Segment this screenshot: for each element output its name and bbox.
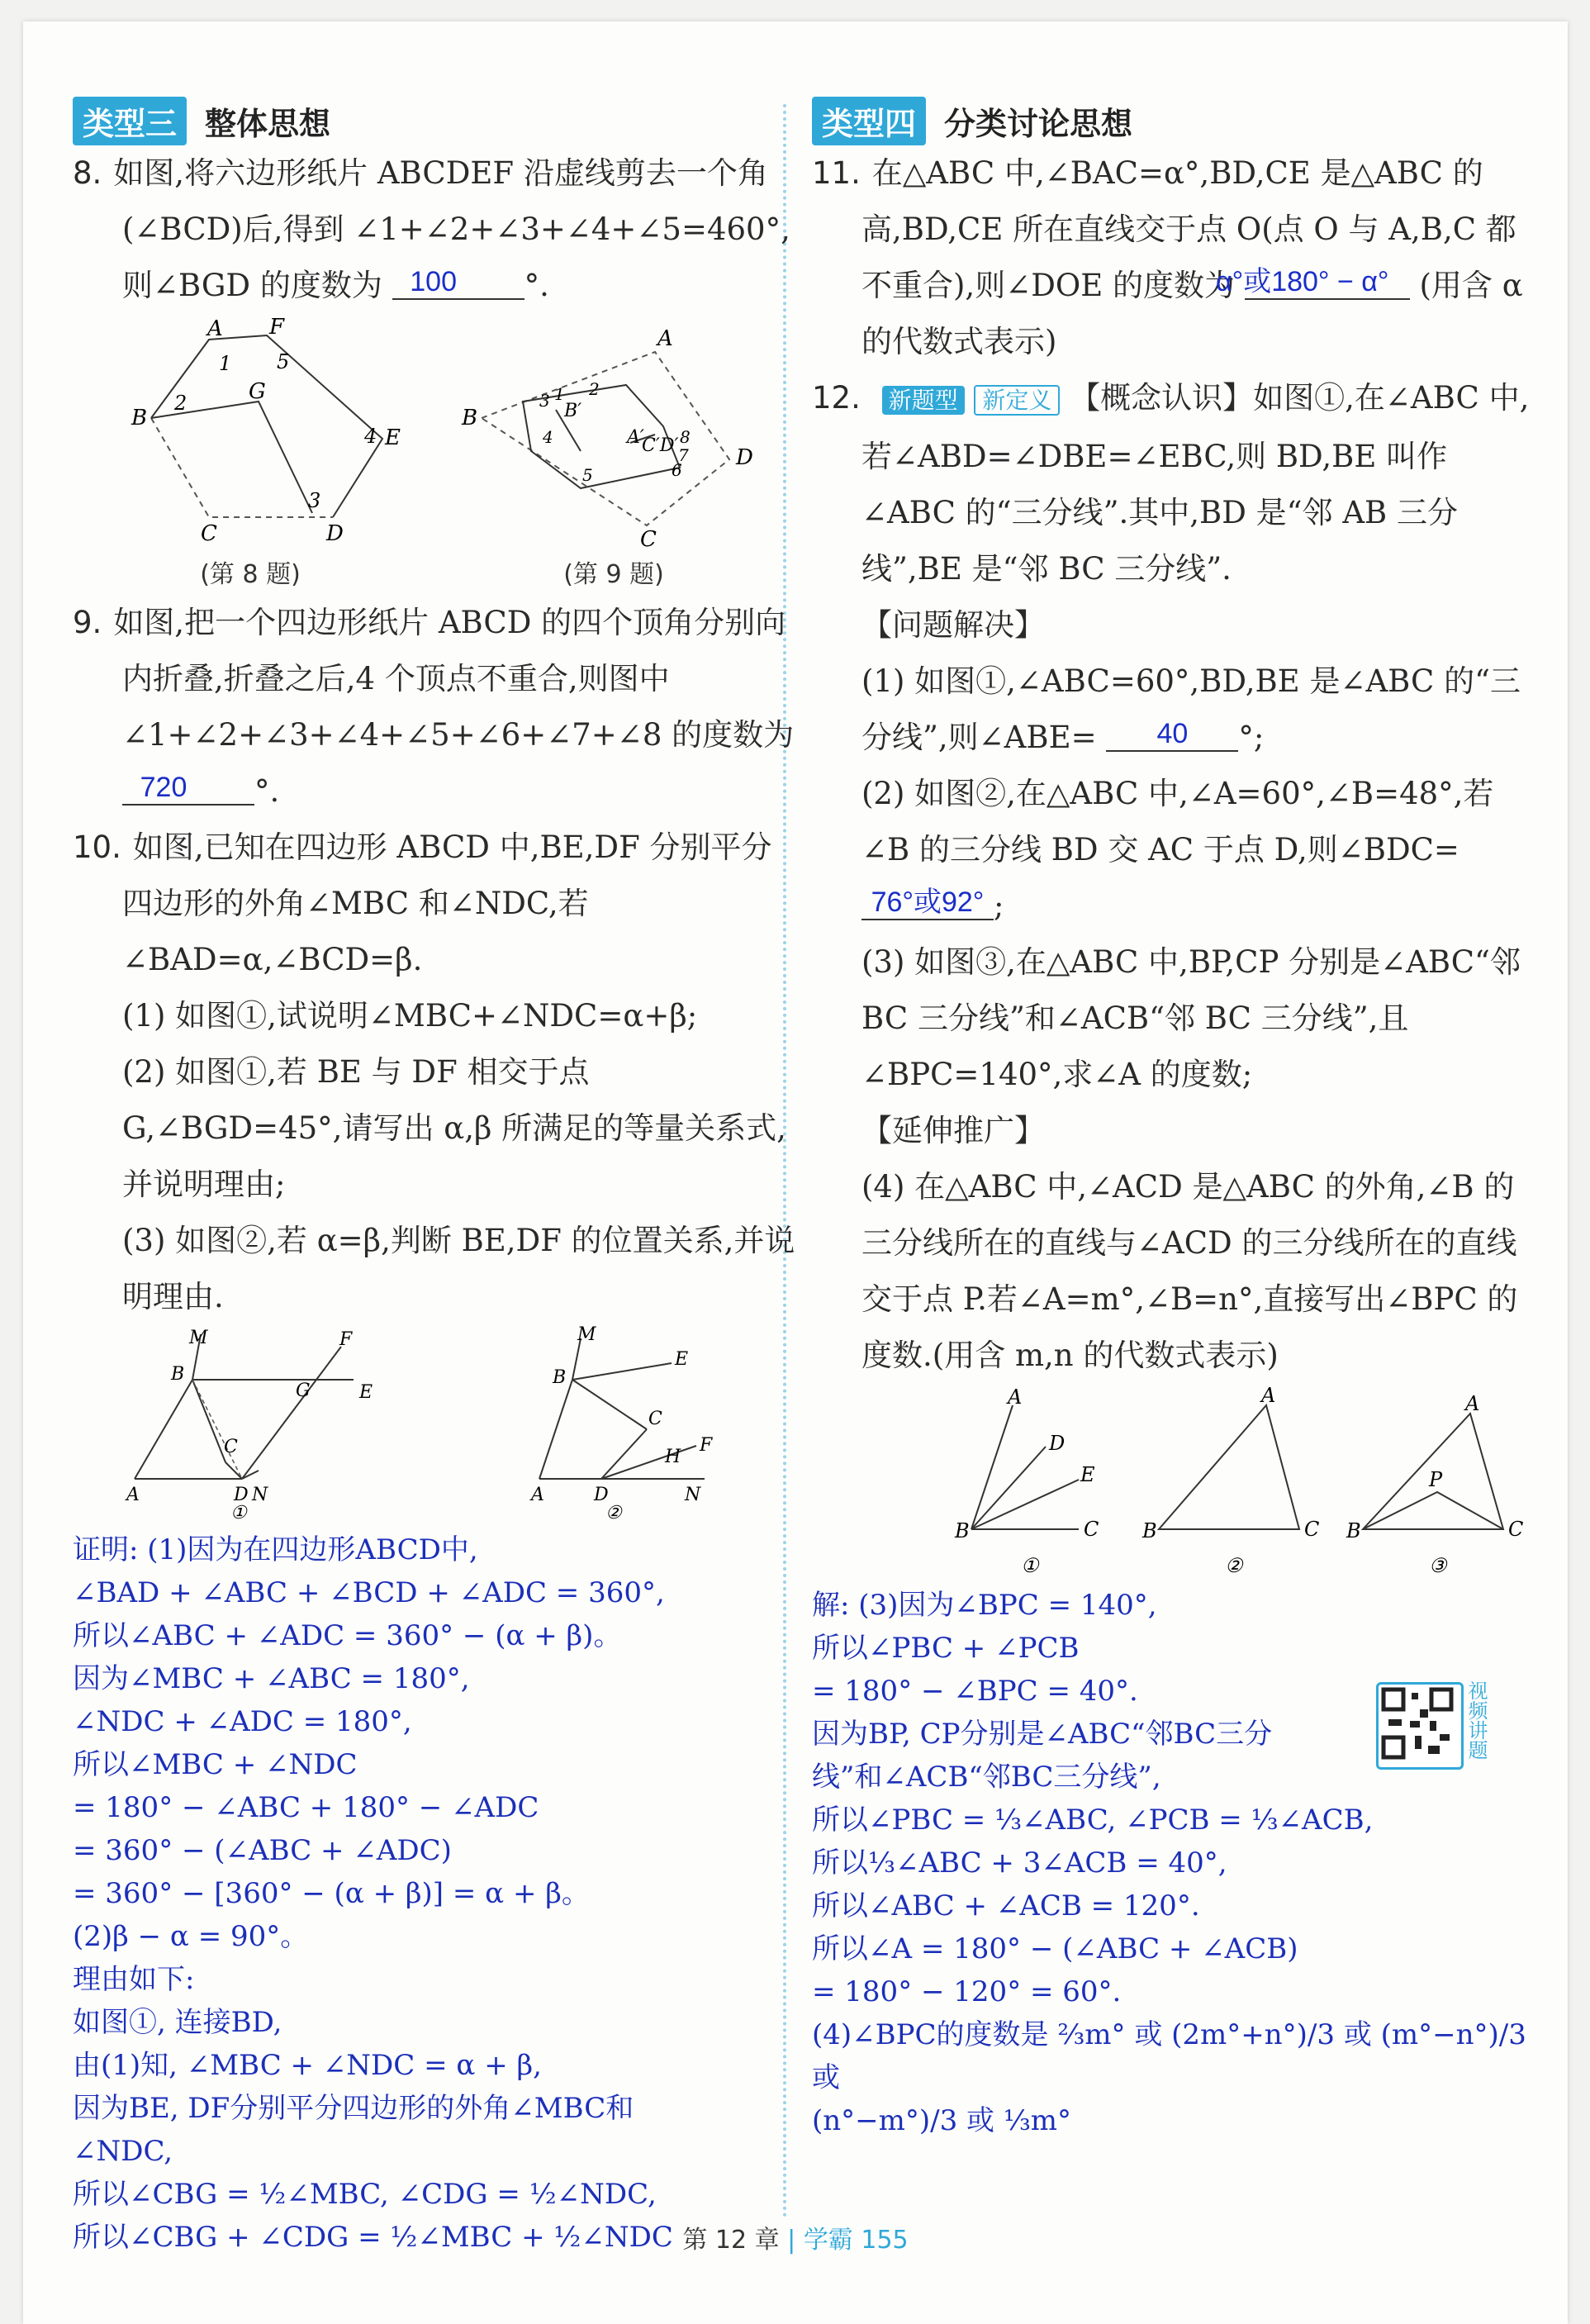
svg-text:A′: A′ bbox=[627, 427, 644, 448]
quadrilateral-fig-1 bbox=[118, 1328, 432, 1523]
svg-text:B: B bbox=[553, 1367, 567, 1388]
question-text: 如图,将六边形纸片 ABCDEF 沿虚线剪去一个角(∠BCD)后,得到 ∠1+∠2+∠3+∠4+∠5=460°,则∠BGD 的度数为 bbox=[113, 155, 790, 303]
svg-text:A: A bbox=[207, 316, 223, 341]
svg-text:5: 5 bbox=[277, 350, 290, 373]
part-text-end: ; bbox=[994, 888, 1004, 924]
question-number: 10. bbox=[73, 829, 121, 865]
solution-line: 所以∠PBC = ⅓∠ABC, ∠PCB = ⅓∠ACB, bbox=[812, 1804, 1374, 1837]
right-column bbox=[812, 96, 1539, 2142]
svg-text:B: B bbox=[1346, 1519, 1361, 1542]
solution-line: 因为∠MBC + ∠ABC = 180°, bbox=[73, 1662, 470, 1695]
svg-text:3: 3 bbox=[539, 391, 550, 411]
section-header-4 bbox=[812, 96, 1539, 145]
answer-blank: 76°或92° bbox=[861, 886, 994, 920]
svg-text:A: A bbox=[1008, 1385, 1023, 1409]
svg-text:D: D bbox=[594, 1485, 609, 1505]
figure-label: ① bbox=[1021, 1554, 1039, 1577]
svg-text:B: B bbox=[171, 1364, 185, 1385]
question-number: 8. bbox=[73, 155, 102, 191]
svg-text:E: E bbox=[1080, 1463, 1095, 1486]
question-stem: 如图,已知在四边形 ABCD 中,BE,DF 分别平分四边形的外角∠MBC 和∠NDC,若∠BAD=α,∠BCD=β. bbox=[122, 829, 772, 977]
solution-line: (n°−m°)/3 或 ⅓m° bbox=[812, 2104, 1072, 2137]
figure-q10-2 bbox=[523, 1324, 754, 1523]
svg-text:B: B bbox=[1141, 1519, 1157, 1542]
svg-text:M: M bbox=[189, 1328, 208, 1348]
new-type-badge: 新题型 bbox=[882, 386, 965, 415]
solution-line: = 180° − ∠ABC + 180° − ∠ADC bbox=[73, 1791, 539, 1824]
svg-text:B′: B′ bbox=[564, 401, 582, 421]
figures-8-9 bbox=[73, 315, 800, 590]
svg-text:A: A bbox=[126, 1485, 140, 1505]
answer-blank: 100 bbox=[392, 265, 524, 300]
section-tag: 类型三 bbox=[73, 97, 187, 145]
part-text: (2) 如图②,在△ABC 中,∠A=60°,∠B=48°,若∠B 的三分线 BD 交 AC 于点 D,则∠BDC= bbox=[861, 776, 1494, 867]
figure-label: ② bbox=[605, 1503, 622, 1523]
solution-line: 所以∠CBG + ∠CDG = ½∠MBC + ½∠NDC bbox=[73, 2221, 673, 2254]
svg-text:4: 4 bbox=[543, 427, 553, 447]
solution-line: 由(1)知, ∠MBC + ∠NDC = α + β, bbox=[73, 2049, 542, 2082]
question-10-part-1: (1) 如图①,试说明∠MBC+∠NDC=α+β; bbox=[122, 998, 698, 1034]
solution-12 bbox=[812, 1584, 1539, 2142]
question-text: 在△ABC 中,∠BAC=α°,BD,CE 是△ABC 的高,BD,CE 所在直线交于点 O(点 O 与 A,B,C 都不重合),则∠DOE 的度数为 bbox=[861, 155, 1516, 303]
question-number: 9. bbox=[73, 605, 102, 640]
solution-line: 所以∠MBC + ∠NDC bbox=[73, 1748, 358, 1781]
figure-q8 bbox=[102, 315, 401, 590]
qr-code-icon[interactable] bbox=[1376, 1682, 1464, 1770]
solution-line: 如图①, 连接BD, bbox=[73, 2006, 282, 2039]
svg-text:5: 5 bbox=[582, 465, 593, 485]
new-definition-badge: 新定义 bbox=[974, 385, 1060, 416]
quadrilateral-fig-2 bbox=[523, 1324, 754, 1523]
question-text-end: (用含 α 的代数式表示) bbox=[861, 268, 1523, 359]
solution-line: 所以⅓∠ABC + 3∠ACB = 40°, bbox=[812, 1846, 1227, 1880]
solution-line: ∠NDC + ∠ADC = 180°, bbox=[73, 1705, 412, 1738]
svg-text:4: 4 bbox=[364, 425, 377, 448]
page bbox=[23, 21, 1568, 2324]
solution-line: 因为BP, CP分别是∠ABC“邻BC三分 bbox=[812, 1718, 1273, 1751]
svg-text:F: F bbox=[339, 1329, 353, 1350]
svg-text:C: C bbox=[640, 527, 657, 552]
question-12-part-4: (4) 在△ABC 中,∠ACD 是△ABC 的外角,∠B 的三分线所在的直线与∠ACD 的三分线所在的直线交于点 P.若∠A=m°,∠B=n°,直接写出∠BPC 的度数.(用含 m,n 的代数式表示) bbox=[861, 1169, 1518, 1373]
question-text-end: °. bbox=[254, 773, 280, 809]
section-header-3 bbox=[73, 96, 800, 145]
svg-text:D: D bbox=[326, 521, 344, 546]
section-tag: 类型四 bbox=[812, 97, 926, 145]
svg-text:A: A bbox=[531, 1485, 544, 1505]
triangle-fig-2 bbox=[1141, 1384, 1324, 1579]
question-number: 12. bbox=[812, 380, 861, 416]
question-10 bbox=[73, 820, 800, 988]
answer-blank: α°或180° − α° bbox=[1245, 265, 1410, 300]
question-12-part-1 bbox=[812, 653, 1539, 766]
svg-text:1: 1 bbox=[219, 352, 232, 375]
question-11 bbox=[812, 145, 1539, 370]
chapter-label: 第 12 章 bbox=[682, 2226, 780, 2255]
solution-line: 解: (3)因为∠BPC = 140°, bbox=[812, 1589, 1157, 1622]
solution-line: 线”和∠ACB“邻BC三分线”, bbox=[812, 1761, 1161, 1794]
svg-text:M: M bbox=[577, 1324, 596, 1345]
question-10-part-2: (2) 如图①,若 BE 与 DF 相交于点 G,∠BGD=45°,请写出 α,β 所满足的等量关系式,并说明理由; bbox=[122, 1054, 786, 1202]
svg-text:7: 7 bbox=[678, 445, 689, 465]
svg-text:E: E bbox=[385, 425, 401, 450]
part-text-end: °; bbox=[1238, 720, 1265, 755]
svg-text:G: G bbox=[296, 1381, 311, 1401]
figure-q9 bbox=[457, 319, 771, 590]
solution-line: 所以∠ABC + ∠ACB = 120°. bbox=[812, 1889, 1200, 1922]
question-number: 11. bbox=[812, 155, 861, 191]
solution-line: (2)β − α = 90°。 bbox=[73, 1920, 309, 1953]
figure-caption: (第 9 题) bbox=[563, 560, 664, 589]
figure-caption: (第 8 题) bbox=[200, 560, 301, 589]
solution-line: (4)∠BPC的度数是 ⅔m° 或 (2m°+n°)/3 或 (m°−n°)/3 或 bbox=[812, 2018, 1526, 2094]
svg-text:P: P bbox=[1428, 1468, 1442, 1491]
svg-text:H: H bbox=[665, 1447, 681, 1467]
svg-text:F: F bbox=[700, 1435, 713, 1456]
svg-text:B: B bbox=[955, 1519, 970, 1542]
svg-text:C: C bbox=[224, 1437, 238, 1457]
solution-line: 理由如下: bbox=[73, 1963, 195, 1996]
svg-text:C: C bbox=[201, 521, 217, 546]
svg-text:G: G bbox=[249, 379, 266, 404]
question-9 bbox=[73, 595, 800, 820]
solution-line: 证明: (1)因为在四边形ABCD中, bbox=[73, 1533, 478, 1566]
question-text: 如图,把一个四边形纸片 ABCD 的四个顶角分别向内折叠,折叠之后,4 个顶点不重合,则图中∠1+∠2+∠3+∠4+∠5+∠6+∠7+∠8 的度数为 bbox=[113, 605, 795, 753]
svg-text:D: D bbox=[736, 445, 753, 470]
svg-text:C: C bbox=[1084, 1518, 1099, 1541]
brand-label: 学霸 bbox=[803, 2226, 853, 2255]
question-12 bbox=[812, 370, 1539, 597]
figure-q10-1 bbox=[118, 1330, 432, 1523]
section-title: 整体思想 bbox=[205, 105, 331, 142]
question-12-part-3: (3) 如图③,在△ABC 中,BP,CP 分别是∠ABC“邻 BC 三分线”和∠ACB“邻 BC 三分线”,且∠BPC=140°,求∠A 的度数; bbox=[861, 944, 1521, 1092]
figure-label: ③ bbox=[1428, 1554, 1447, 1577]
solution-line: 所以∠A = 180° − (∠ABC + ∠ACB) bbox=[812, 1932, 1298, 1965]
solution-line: = 360° − (∠ABC + ∠ADC) bbox=[73, 1834, 452, 1867]
question-10-part-3: (3) 如图②,若 α=β,判断 BE,DF 的位置关系,并说明理由. bbox=[122, 1223, 795, 1314]
svg-text:F: F bbox=[269, 315, 285, 340]
svg-text:C: C bbox=[648, 1409, 662, 1429]
figure-label: ② bbox=[1224, 1554, 1243, 1577]
left-column bbox=[73, 96, 800, 2259]
svg-text:C: C bbox=[1303, 1518, 1320, 1541]
svg-text:C: C bbox=[1507, 1518, 1524, 1541]
svg-text:A: A bbox=[1464, 1392, 1479, 1415]
section-title: 分类讨论思想 bbox=[944, 105, 1133, 142]
page-number: 155 bbox=[861, 2226, 909, 2255]
solution-line: = 360° − [360° − (α + β)] = α + β。 bbox=[73, 1877, 590, 1910]
svg-text:D: D bbox=[1049, 1432, 1066, 1455]
question-8 bbox=[73, 145, 800, 314]
folded-quadrilateral-diagram bbox=[457, 319, 771, 550]
trisector-fig-1 bbox=[955, 1385, 1120, 1579]
hexagon-diagram bbox=[102, 315, 401, 550]
figures-q12 bbox=[812, 1384, 1539, 1579]
figure-label: ① bbox=[230, 1503, 247, 1523]
svg-text:A: A bbox=[1260, 1384, 1276, 1407]
solution-line: 所以∠PBC + ∠PCB bbox=[812, 1632, 1080, 1665]
solution-line: = 180° − ∠BPC = 40°. bbox=[812, 1675, 1138, 1708]
section-heading: 【延伸推广】 bbox=[861, 1113, 1045, 1148]
svg-text:A: A bbox=[657, 326, 673, 351]
svg-text:8: 8 bbox=[680, 427, 691, 447]
answer-blank: 720 bbox=[122, 771, 254, 806]
solution-line: ∠NDC, bbox=[73, 2135, 173, 2168]
svg-text:N: N bbox=[685, 1485, 701, 1505]
question-12-part-2 bbox=[812, 766, 1539, 934]
section-heading: 【问题解决】 bbox=[861, 607, 1045, 643]
solution-10 bbox=[73, 1528, 800, 2259]
solution-line: 因为BE, DF分别平分四边形的外角∠MBC和 bbox=[73, 2092, 634, 2125]
svg-text:E: E bbox=[359, 1382, 373, 1403]
svg-text:N: N bbox=[252, 1485, 268, 1505]
svg-text:C′D′: C′D′ bbox=[642, 435, 679, 456]
solution-line: 所以∠ABC + ∠ADC = 360° − (α + β)。 bbox=[73, 1619, 622, 1652]
svg-text:B: B bbox=[131, 406, 148, 430]
svg-text:2: 2 bbox=[589, 379, 600, 399]
video-explain-label: 视频讲题 bbox=[1464, 1680, 1488, 1760]
answer-blank: 40 bbox=[1106, 717, 1238, 752]
solution-line: 所以∠CBG = ½∠MBC, ∠CDG = ½∠NDC, bbox=[73, 2178, 657, 2211]
solution-line: ∠BAD + ∠ABC + ∠BCD + ∠ADC = 360°, bbox=[73, 1576, 665, 1609]
solution-line: = 180° − 120° = 60°. bbox=[812, 1975, 1122, 2008]
svg-text:E: E bbox=[675, 1349, 689, 1370]
svg-text:B: B bbox=[462, 406, 478, 430]
figures-q10 bbox=[73, 1324, 800, 1523]
svg-text:3: 3 bbox=[308, 489, 321, 512]
question-stem: 【概念认识】如图①,在∠ABC 中,若∠ABD=∠DBE=∠EBC,则 BD,BE 叫作∠ABC 的“三分线”.其中,BD 是“邻 AB 三分线”,BE 是“邻 BC 三分线”. bbox=[861, 380, 1530, 587]
triangle-fig-3 bbox=[1346, 1389, 1528, 1579]
part-text: (1) 如图①,∠ABC=60°,BD,BE 是∠ABC 的“三分线”,则∠ABE= bbox=[861, 663, 1521, 755]
svg-text:D: D bbox=[234, 1485, 249, 1505]
svg-text:2: 2 bbox=[174, 392, 187, 415]
page-footer: 第 12 章 | 学霸 155 bbox=[682, 2226, 909, 2255]
question-text-end: °. bbox=[524, 268, 549, 303]
svg-text:6: 6 bbox=[672, 460, 682, 480]
svg-text:1: 1 bbox=[554, 384, 565, 404]
